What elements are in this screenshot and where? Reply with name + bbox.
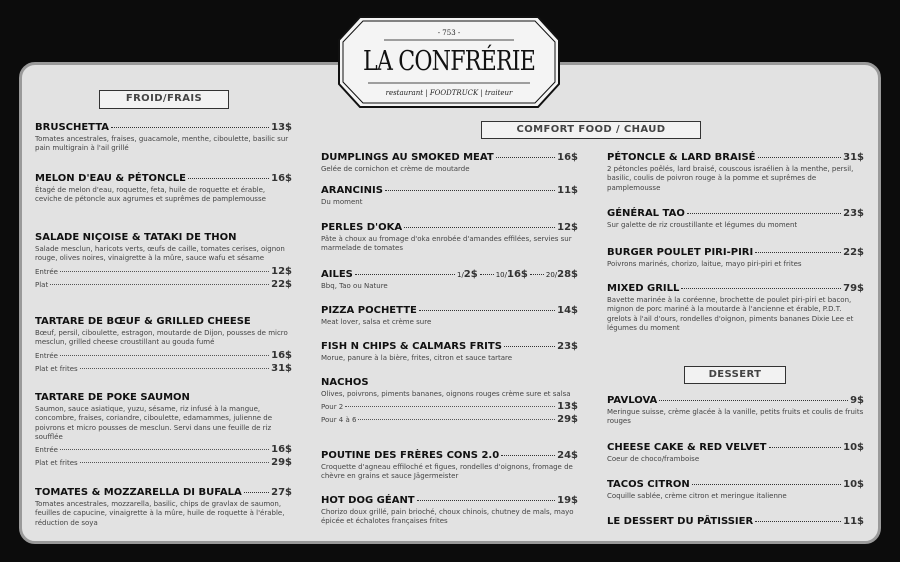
menu-item-burger-poulet: [607, 247, 864, 269]
menu-item-pavlova: [607, 395, 864, 427]
option-row: [35, 444, 292, 455]
option-row: [35, 266, 292, 277]
item-name: CHEESE CAKE & RED VELVET: [607, 442, 767, 453]
item-price: 22$: [843, 247, 864, 258]
option-label: Plat et frites: [35, 459, 78, 468]
item-description: Meat lover, salsa et crème sure: [321, 318, 432, 326]
option-label: Plat et frites: [35, 364, 78, 373]
item-name: BURGER POULET PIRI-PIRI: [607, 247, 754, 258]
item-name: PIZZA POCHETTE: [321, 305, 417, 316]
item-description: Croquette d'agneau effiloché et figues, rondelles d'oignons, fromage de chèvre en grains et sauce Jägermeister: [321, 463, 573, 481]
item-price: 23$: [843, 208, 864, 219]
item-price: 19$: [557, 495, 578, 506]
option-price: 12$: [271, 265, 292, 277]
section-cold: FROID/FRAIS: [99, 90, 229, 109]
option-label: Plat: [35, 280, 49, 289]
option-row: [35, 279, 292, 290]
brand-number: - 753 -: [437, 29, 461, 37]
item-description: Tomates ancestrales, fraises, guacamole, menthe, ciboulette, basilic sur pain multigrain à l'ail grillé: [35, 135, 289, 153]
brand-tagline: restaurant | FOODTRUCK | traiteur: [385, 89, 513, 97]
item-price: 14$: [557, 305, 578, 316]
item-name: TARTARE DE POKE SAUMON: [35, 392, 190, 403]
qty-label: 20/: [545, 271, 558, 279]
item-price: 16$: [271, 173, 292, 184]
option-label: Pour 2: [321, 403, 344, 412]
brand-logo: [338, 16, 560, 108]
item-price: 13$: [271, 122, 292, 133]
item-description: Salade mesclun, haricots verts, œufs de caille, tomates cerises, oignon rouge, olives noires, vinaigrette à la mûre, sauce wafu et sésame: [35, 245, 285, 263]
section-dessert: DESSERT: [684, 366, 786, 384]
item-price: 9$: [850, 395, 864, 406]
item-name: TARTARE DE BŒUF & GRILLED CHEESE: [35, 316, 251, 327]
menu-item-perles-oka: [321, 222, 578, 254]
item-description: Chorizo doux grillé, pain brioché, choux chinois, chutney de mals, mayo épicée et échalotes françaises frites: [321, 508, 574, 526]
item-name: HOT DOG GÉANT: [321, 495, 415, 506]
menu-item-pizza-pochette: [321, 305, 578, 327]
option-price: 29$: [271, 457, 292, 469]
menu-item-ailes: [321, 269, 578, 291]
item-description: Pâte à choux au fromage d'oka enrobée d'amandes effilées, servies sur marmelade de tomates: [321, 235, 572, 253]
item-description: Gelée de cornichon et crème de moutarde: [321, 165, 470, 173]
qty-label: 10/: [495, 271, 507, 279]
menu-item-hot-dog: [321, 495, 578, 527]
item-name: LE DESSERT DU PÂTISSIER: [607, 516, 754, 527]
option-price: 29$: [557, 414, 578, 426]
item-price: 2$: [463, 269, 478, 280]
item-name: DUMPLINGS AU SMOKED MEAT: [321, 152, 494, 163]
item-name: PERLES D'OKA: [321, 222, 403, 233]
item-description: Bœuf, persil, ciboulette, estragon, moutarde de Dijon, pousses de micro mesclun, grilled cheese croustillant au gouda fumé: [35, 329, 288, 347]
item-price: 12$: [557, 222, 578, 233]
option-row: [321, 401, 578, 412]
brand-name: LA CONFRÉRIE: [362, 46, 536, 77]
item-name: MELON D'EAU & PÉTONCLE: [35, 173, 186, 184]
item-price: 11$: [557, 185, 578, 196]
item-name: PÉTONCLE & LARD BRAISÉ: [607, 152, 756, 163]
option-label: Entrée: [35, 267, 58, 276]
item-name: FISH N CHIPS & CALMARS FRITS: [321, 341, 502, 352]
menu-item-tartare-boeuf: [35, 316, 292, 374]
menu-item-poutine: [321, 450, 578, 482]
item-description: Coquille sablée, crème citron et meringue italienne: [607, 492, 787, 500]
item-price: 79$: [843, 283, 864, 294]
option-row: [321, 414, 578, 425]
item-name: GÉNÉRAL TAO: [607, 208, 685, 219]
item-price: 16$: [506, 269, 528, 280]
section-hot: COMFORT FOOD / CHAUD: [481, 121, 701, 139]
option-row: [35, 363, 292, 374]
menu-item-nachos: [321, 377, 578, 425]
menu-item-bruschetta: [35, 122, 292, 154]
qty-label: 1/: [456, 271, 464, 279]
item-name: ARANCINIS: [321, 185, 383, 196]
menu-item-dessert-patissier: [607, 516, 864, 527]
menu-item-petoncle-lard: [607, 152, 864, 193]
item-price: 10$: [843, 479, 864, 490]
item-price: 24$: [557, 450, 578, 461]
menu-item-salade-nicoise: [35, 232, 292, 290]
item-price: 10$: [843, 442, 864, 453]
option-price: 16$: [271, 349, 292, 361]
menu-item-tartare-poke: [35, 392, 292, 468]
item-description: Tomates ancestrales, mozzarella, basilic, chips de gravlax de saumon, feuilles de capucine, vinaigrette à la mûre, huile de roquette à l'érable, réduction de soya: [35, 500, 285, 527]
item-price: 16$: [557, 152, 578, 163]
item-name: TOMATES & MOZZARELLA DI BUFALA: [35, 487, 242, 498]
item-description: Bavette marinée à la coréenne, brochette de poulet piri-piri et bacon, mignon de porc mariné à la moutarde à l'ancienne et érable, P.D.T. grelots à l'ail d'ours, rondelles d'oignon, piments bananes Dixie Lee et légumes du moment: [607, 296, 854, 332]
item-price: 28$: [557, 269, 578, 280]
menu-item-mixed-grill: [607, 283, 864, 333]
item-name: SALADE NIÇOISE & TATAKI DE THON: [35, 232, 237, 243]
option-label: Entrée: [35, 351, 58, 360]
item-description: Meringue suisse, crème glacée à la vanille, petits fruits et coulis de fruits rouges: [607, 408, 864, 426]
item-price: 11$: [843, 516, 864, 527]
item-price: 27$: [271, 487, 292, 498]
item-name: AILES: [321, 269, 353, 280]
menu-item-tacos-citron: [607, 479, 864, 501]
option-price: 31$: [271, 362, 292, 374]
item-name: POUTINE DES FRÈRES CONS 2.0: [321, 450, 500, 461]
menu-item-dumplings: [321, 152, 578, 174]
item-name: TACOS CITRON: [607, 479, 690, 490]
option-price: 13$: [557, 401, 578, 413]
option-row: [35, 350, 292, 361]
item-price: 23$: [557, 341, 578, 352]
item-description: Coeur de choco/framboise: [607, 455, 700, 463]
item-description: Poivrons marinés, chorizo, laitue, mayo piri-piri et frites: [607, 260, 802, 268]
menu-item-melon: [35, 173, 292, 205]
menu-item-cheese-cake: [607, 442, 864, 464]
menu-item-general-tao: [607, 208, 864, 230]
item-description: Bbq, Tao ou Nature: [321, 282, 388, 290]
item-name: NACHOS: [321, 377, 369, 388]
item-description: Morue, panure à la bière, frites, citron et sauce tartare: [321, 354, 513, 362]
item-description: Olives, poivrons, piments bananes, oignons rouges crème sure et salsa: [321, 390, 571, 398]
menu-item-fish-chips: [321, 341, 578, 363]
menu-item-tomates-mozzarella: [35, 487, 292, 528]
option-label: Pour 4 à 6: [321, 416, 357, 425]
item-description: Étagé de melon d'eau, roquette, feta, huile de roquette et érable, ceviche de pétoncle aux agrumes et suprêmes de pamplemousse: [35, 186, 266, 204]
item-description: Du moment: [321, 198, 363, 206]
item-description: 2 pétoncles poêlés, lard braisé, couscous israélien à la menthe, persil, basilic, coulis de poivron rouge à la pomme et suprêmes de pamplemousse: [607, 165, 854, 192]
item-description: Sur galette de riz croustillante et légumes du moment: [607, 221, 798, 229]
item-description: Saumon, sauce asiatique, yuzu, sésame, riz infusé à la mangue, concombre, fraises, coriandre, ciboulette, edamammes, julienne de poivrons et micro pousses de mesclun. Servi dans une feuille de riz soufflée: [35, 405, 273, 441]
item-name: PAVLOVA: [607, 395, 658, 406]
item-name: MIXED GRILL: [607, 283, 680, 294]
option-row: [35, 457, 292, 468]
item-name: BRUSCHETTA: [35, 122, 110, 133]
option-price: 22$: [271, 278, 292, 290]
option-price: 16$: [271, 444, 292, 456]
option-label: Entrée: [35, 446, 58, 455]
menu-item-arancinis: [321, 185, 578, 207]
item-price: 31$: [843, 152, 864, 163]
